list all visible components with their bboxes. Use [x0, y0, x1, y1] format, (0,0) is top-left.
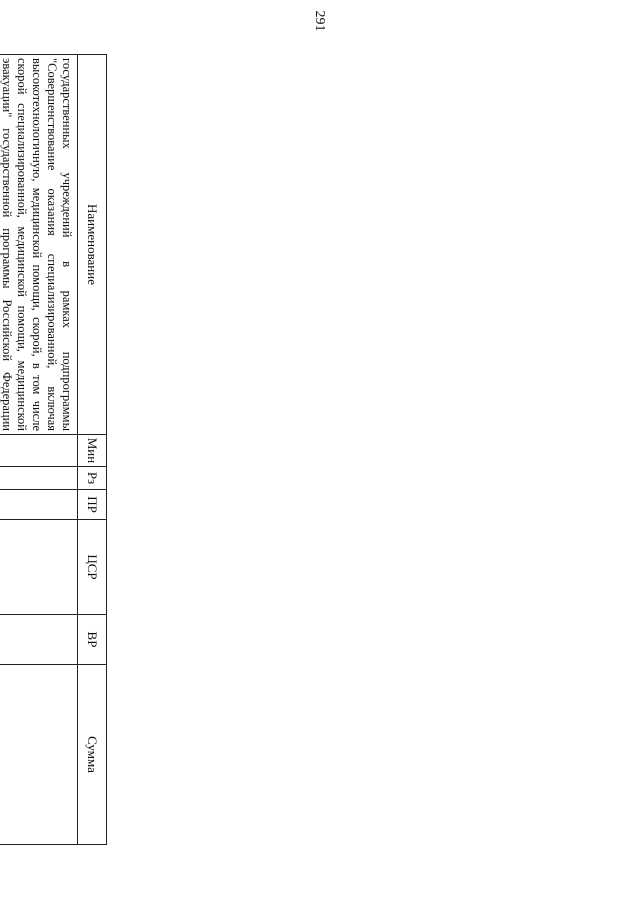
row-sum — [0, 665, 78, 845]
budget-table-container — [0, 54, 107, 844]
header-min: Мин — [78, 435, 107, 467]
header-sum: Сумма — [78, 665, 107, 845]
header-name: Наименование — [78, 55, 107, 435]
page-number: 291 — [312, 10, 327, 32]
row-pr — [0, 490, 78, 520]
row-min — [0, 435, 78, 467]
header-rz: Рз — [78, 467, 107, 490]
budget-table — [0, 54, 107, 845]
header-vr: ВР — [78, 615, 107, 665]
row-name: государственных учреждений в рамках подпрограммы "Совершенствование оказания специализированной, включая высокотехнологичную, медицинской помощи, скорой, в том числе скорой специализированной, медицинской помощи, медицинской эвакуации" государственной программы Российской Федерации — [0, 55, 78, 435]
row-csr — [0, 520, 78, 615]
row-vr — [0, 615, 78, 665]
header-csr: ЦСР — [78, 520, 107, 615]
header-pr: ПР — [78, 490, 107, 520]
table-row — [0, 55, 78, 845]
row-rz — [0, 467, 78, 490]
table-header-row — [78, 55, 107, 845]
